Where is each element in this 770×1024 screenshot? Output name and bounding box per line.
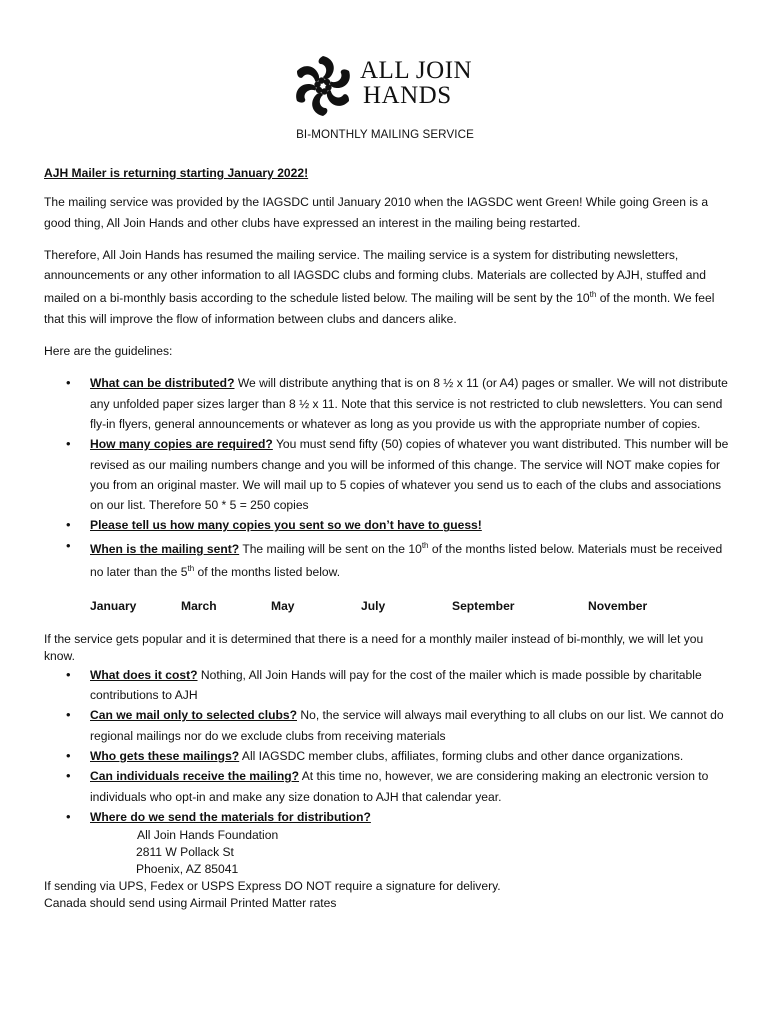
item-text: All IAGSDC member clubs, affiliates, forming clubs and other dance organizations. xyxy=(239,748,684,763)
paragraph-service-a: Therefore, All Join Hands has resumed the mailing service. The mailing service is a system for distributing newsletters, announcements or any other information to all IAGSDC clubs and forming clubs. Materials are collected by AJH, stuffed and mailed on a bi-monthly basis according to the schedule listed below. The mailing will be sent by the 10 xyxy=(44,247,706,306)
item-label: Can individuals receive the mailing? xyxy=(90,769,300,784)
list-item xyxy=(66,515,734,535)
bullet-icon: • xyxy=(66,768,71,784)
bullet-icon: • xyxy=(66,436,71,452)
bullet-icon: • xyxy=(66,537,71,553)
bullet-icon: • xyxy=(66,517,71,533)
list-item xyxy=(66,705,734,746)
months-row xyxy=(90,596,734,616)
month: January xyxy=(90,599,137,614)
item-label: Who gets these mailings? xyxy=(90,748,240,763)
item-text-c: of the months listed below. xyxy=(194,565,341,580)
logo-line-2: HANDS xyxy=(363,82,452,109)
sup-th: th xyxy=(589,290,597,300)
logo-wordmark xyxy=(360,58,472,108)
item-text: No, the service will always mail everything to all clubs on our list. We cannot do regional mailings nor do we exclude clubs from receiving materials xyxy=(90,708,724,743)
service-title: BI-MONTHLY MAILING SERVICE xyxy=(296,128,474,141)
month: March xyxy=(181,599,217,614)
guidelines-intro: Here are the guidelines: xyxy=(44,344,173,359)
list-item xyxy=(66,766,734,807)
mailing-address xyxy=(44,827,734,878)
bullet-icon: • xyxy=(66,666,71,682)
guidelines-list-2 xyxy=(44,665,734,827)
month: May xyxy=(271,599,295,614)
sup-th: th xyxy=(421,540,429,550)
bullet-icon: • xyxy=(66,707,71,723)
bullet-icon: • xyxy=(66,375,71,391)
bullet-icon: • xyxy=(66,747,71,763)
list-item xyxy=(66,434,734,515)
guidelines-list xyxy=(44,373,734,616)
item-text: We will distribute anything that is on 8 ½ x 11 (or A4) pages or smaller. We will not distribute any unfolded paper sizes larger than 8 ½ x 11. Note that this service is not restricted to club newsletters. You can send fly-in flyers, general announcements or whatever as long as you provide us with the appropriate number of copies. xyxy=(90,376,728,431)
item-label: What can be distributed? xyxy=(90,376,235,391)
item-text: At this time no, however, we are considering making an electronic version to individuals who opt-in and make any size donation to AJH that calendar year. xyxy=(90,769,709,804)
month: November xyxy=(588,599,648,614)
logo-line-1: ALL JOIN xyxy=(360,57,473,84)
service-note: If the service gets popular and it is determined that there is a need for a monthly mailer instead of bi-monthly, we will let you know. xyxy=(44,631,704,663)
sup-th: th xyxy=(187,564,195,574)
address-line: Phoenix, AZ 85041 xyxy=(136,862,239,877)
item-label: How many copies are required? xyxy=(90,437,273,452)
bullet-icon: • xyxy=(66,808,71,824)
swirl-hands-logo-icon xyxy=(290,52,356,120)
footer-line-1: If sending via UPS, Fedex or USPS Express DO NOT require a signature for delivery. xyxy=(44,879,501,894)
list-item xyxy=(66,665,734,706)
headline: AJH Mailer is returning starting January 2022! xyxy=(44,166,309,180)
item-text-a: The mailing will be sent on the 10 xyxy=(239,541,422,556)
paragraph-service xyxy=(44,245,734,329)
item-label: When is the mailing sent? xyxy=(90,541,240,556)
address-line: 2811 W Pollack St xyxy=(136,845,234,860)
item-label: Please tell us how many copies you sent so we don’t have to guess! xyxy=(90,518,482,533)
item-text-b: of the months listed below. Materials must be received no later than the 5 xyxy=(90,541,723,580)
logo xyxy=(290,52,490,120)
footer-notes xyxy=(44,878,734,912)
month: September xyxy=(452,599,515,614)
item-text: Nothing, All Join Hands will pay for the cost of the mailer which is made possible by charitable contributions to AJH xyxy=(90,667,702,703)
list-item xyxy=(66,536,734,617)
item-label: What does it cost? xyxy=(90,667,198,682)
list-item xyxy=(66,807,734,827)
document-body xyxy=(44,163,734,912)
item-text: You must send fifty (50) copies of whatever you want distributed. This number will be revised as our mailing numbers change and you will be informed of this change. The service will NOT make copies for you from an original master. We will mail up to 5 copies of whatever you send us to each of the clubs and associations on our list. Therefore 50 * 5 = 250 copies xyxy=(90,437,729,513)
address-line: All Join Hands Foundation xyxy=(137,828,279,843)
list-item xyxy=(66,746,734,766)
paragraph-service-b: of the month. We feel that this will improve the flow of information between clubs and dancers alike. xyxy=(44,291,715,326)
month: July xyxy=(361,599,386,614)
footer-line-2: Canada should send using Airmail Printed Matter rates xyxy=(44,896,337,911)
list-item xyxy=(66,373,734,434)
item-label: Where do we send the materials for distribution? xyxy=(90,809,371,824)
item-label: Can we mail only to selected clubs? xyxy=(90,708,297,723)
paragraph-intro: The mailing service was provided by the IAGSDC until January 2010 when the IAGSDC went Green! While going Green is a good thing, All Join Hands and other clubs have expressed an interest in the mailing being restarted. xyxy=(44,195,709,230)
